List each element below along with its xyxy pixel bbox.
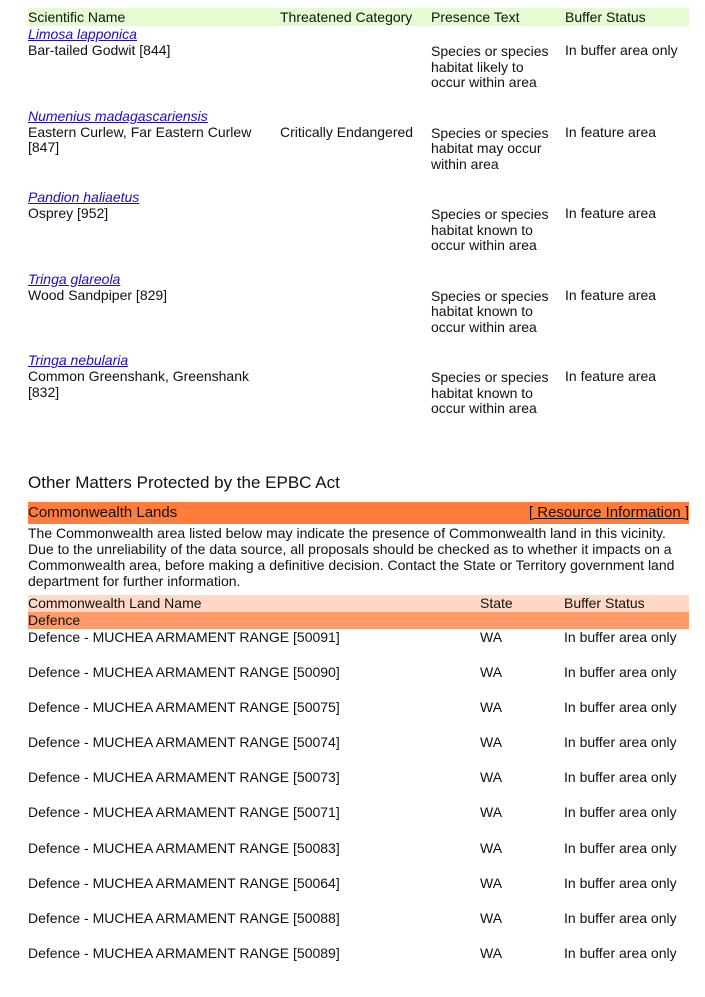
land-state: WA [480,804,503,821]
land-state: WA [480,945,503,962]
land-state: WA [480,839,503,856]
species-presence: Species or species habitat likely to occur within area [431,43,549,90]
header-buffer-status: Buffer Status [565,9,646,25]
header-scientific-name: Scientific Name [28,9,126,25]
land-name: Defence - MUCHEA ARMAMENT RANGE [50083] [28,839,340,856]
species-category [280,43,431,91]
commonwealth-table-body [28,629,689,981]
land-state: WA [480,663,503,680]
species-common-name: Bar-tailed Godwit [844] [28,42,171,58]
section-title: Other Matters Protected by the EPBC Act [28,472,340,492]
species-common-name: Osprey [952] [28,205,109,221]
land-state: WA [480,628,503,645]
land-name: Defence - MUCHEA ARMAMENT RANGE [50091] [28,628,340,645]
species-link[interactable]: Limosa lapponica [28,26,137,42]
land-name: Defence - MUCHEA ARMAMENT RANGE [50074] [28,734,340,751]
species-presence: Species or species habitat may occur within area [431,124,549,172]
land-name: Defence - MUCHEA ARMAMENT RANGE [50075] [28,698,340,715]
land-buffer: In buffer area only [564,945,677,962]
land-buffer: In buffer area only [564,804,677,821]
land-row [28,840,689,875]
land-row [28,910,689,945]
land-buffer: In buffer area only [564,663,677,680]
species-link[interactable]: Tringa glareola [28,270,121,287]
land-state: WA [480,698,503,715]
land-row [28,734,689,769]
land-row [28,804,689,839]
commonwealth-table-header [28,595,689,612]
species-table-header [28,8,689,26]
species-row [28,189,689,271]
resource-information-link[interactable]: [ Resource Information ] [528,503,689,521]
land-state: WA [480,734,503,751]
header-land-name: Commonwealth Land Name [28,594,202,611]
commonwealth-lands-bar [28,502,689,524]
land-state: WA [480,910,503,926]
document-page [28,8,689,980]
species-buffer: In feature area [565,123,657,140]
species-buffer: In feature area [565,205,657,221]
land-name: Defence - MUCHEA ARMAMENT RANGE [50089] [28,945,340,962]
species-link[interactable]: Tringa nebularia [28,352,129,368]
species-buffer: In buffer area only [565,42,678,58]
land-row [28,769,689,804]
species-category [280,369,431,417]
land-name: Defence - MUCHEA ARMAMENT RANGE [50064] [28,874,340,891]
land-row [28,629,689,664]
land-name: Defence - MUCHEA ARMAMENT RANGE [50088] [28,910,340,926]
species-common-name: Eastern Curlew, Far Eastern Curlew [847] [28,123,252,155]
land-buffer: In buffer area only [564,839,677,856]
species-row [28,352,689,434]
header-buffer: Buffer Status [564,594,645,611]
group-defence: Defence [28,612,689,629]
land-state: WA [480,874,503,891]
species-table-body [28,26,689,434]
species-row [28,26,689,108]
species-row [28,108,689,190]
commonwealth-lands-label: Commonwealth Lands [28,503,178,521]
header-threatened-category: Threatened Category [280,9,413,25]
species-presence: Species or species habitat known to occur within area [431,206,549,253]
land-buffer: In buffer area only [564,698,677,715]
land-buffer: In buffer area only [564,628,677,645]
land-buffer: In buffer area only [564,910,677,926]
land-row [28,664,689,699]
species-category [280,288,431,336]
land-name: Defence - MUCHEA ARMAMENT RANGE [50090] [28,663,340,680]
species-row [28,271,689,353]
commonwealth-lands-description: The Commonwealth area listed below may indicate the presence of Commonwealth land in this vicinity. Due to the unreliability of the data source, all proposals should be checked as to whether it impacts on a Commonwealth area, before making a definitive decision. Contact the State or Territory government land department for further information. [28,524,675,589]
species-link[interactable]: Pandion haliaetus [28,189,140,205]
land-buffer: In buffer area only [564,874,677,891]
land-row [28,699,689,734]
species-presence: Species or species habitat known to occur within area [431,369,549,416]
land-buffer: In buffer area only [564,734,677,751]
header-presence-text: Presence Text [431,9,520,25]
species-category [280,206,431,254]
species-common-name: Common Greenshank, Greenshank [832] [28,368,249,400]
species-category: Critically Endangered [280,123,414,140]
species-link[interactable]: Numenius madagascariensis [28,107,208,124]
species-presence: Species or species habitat known to occur within area [431,287,549,335]
land-row [28,875,689,910]
species-buffer: In feature area [565,286,657,303]
species-common-name: Wood Sandpiper [829] [28,286,168,303]
land-name: Defence - MUCHEA ARMAMENT RANGE [50071] [28,804,340,821]
land-row [28,945,689,980]
land-buffer: In buffer area only [564,769,677,786]
species-buffer: In feature area [565,368,657,384]
land-state: WA [480,769,503,786]
land-name: Defence - MUCHEA ARMAMENT RANGE [50073] [28,769,340,786]
header-state: State [480,594,513,611]
